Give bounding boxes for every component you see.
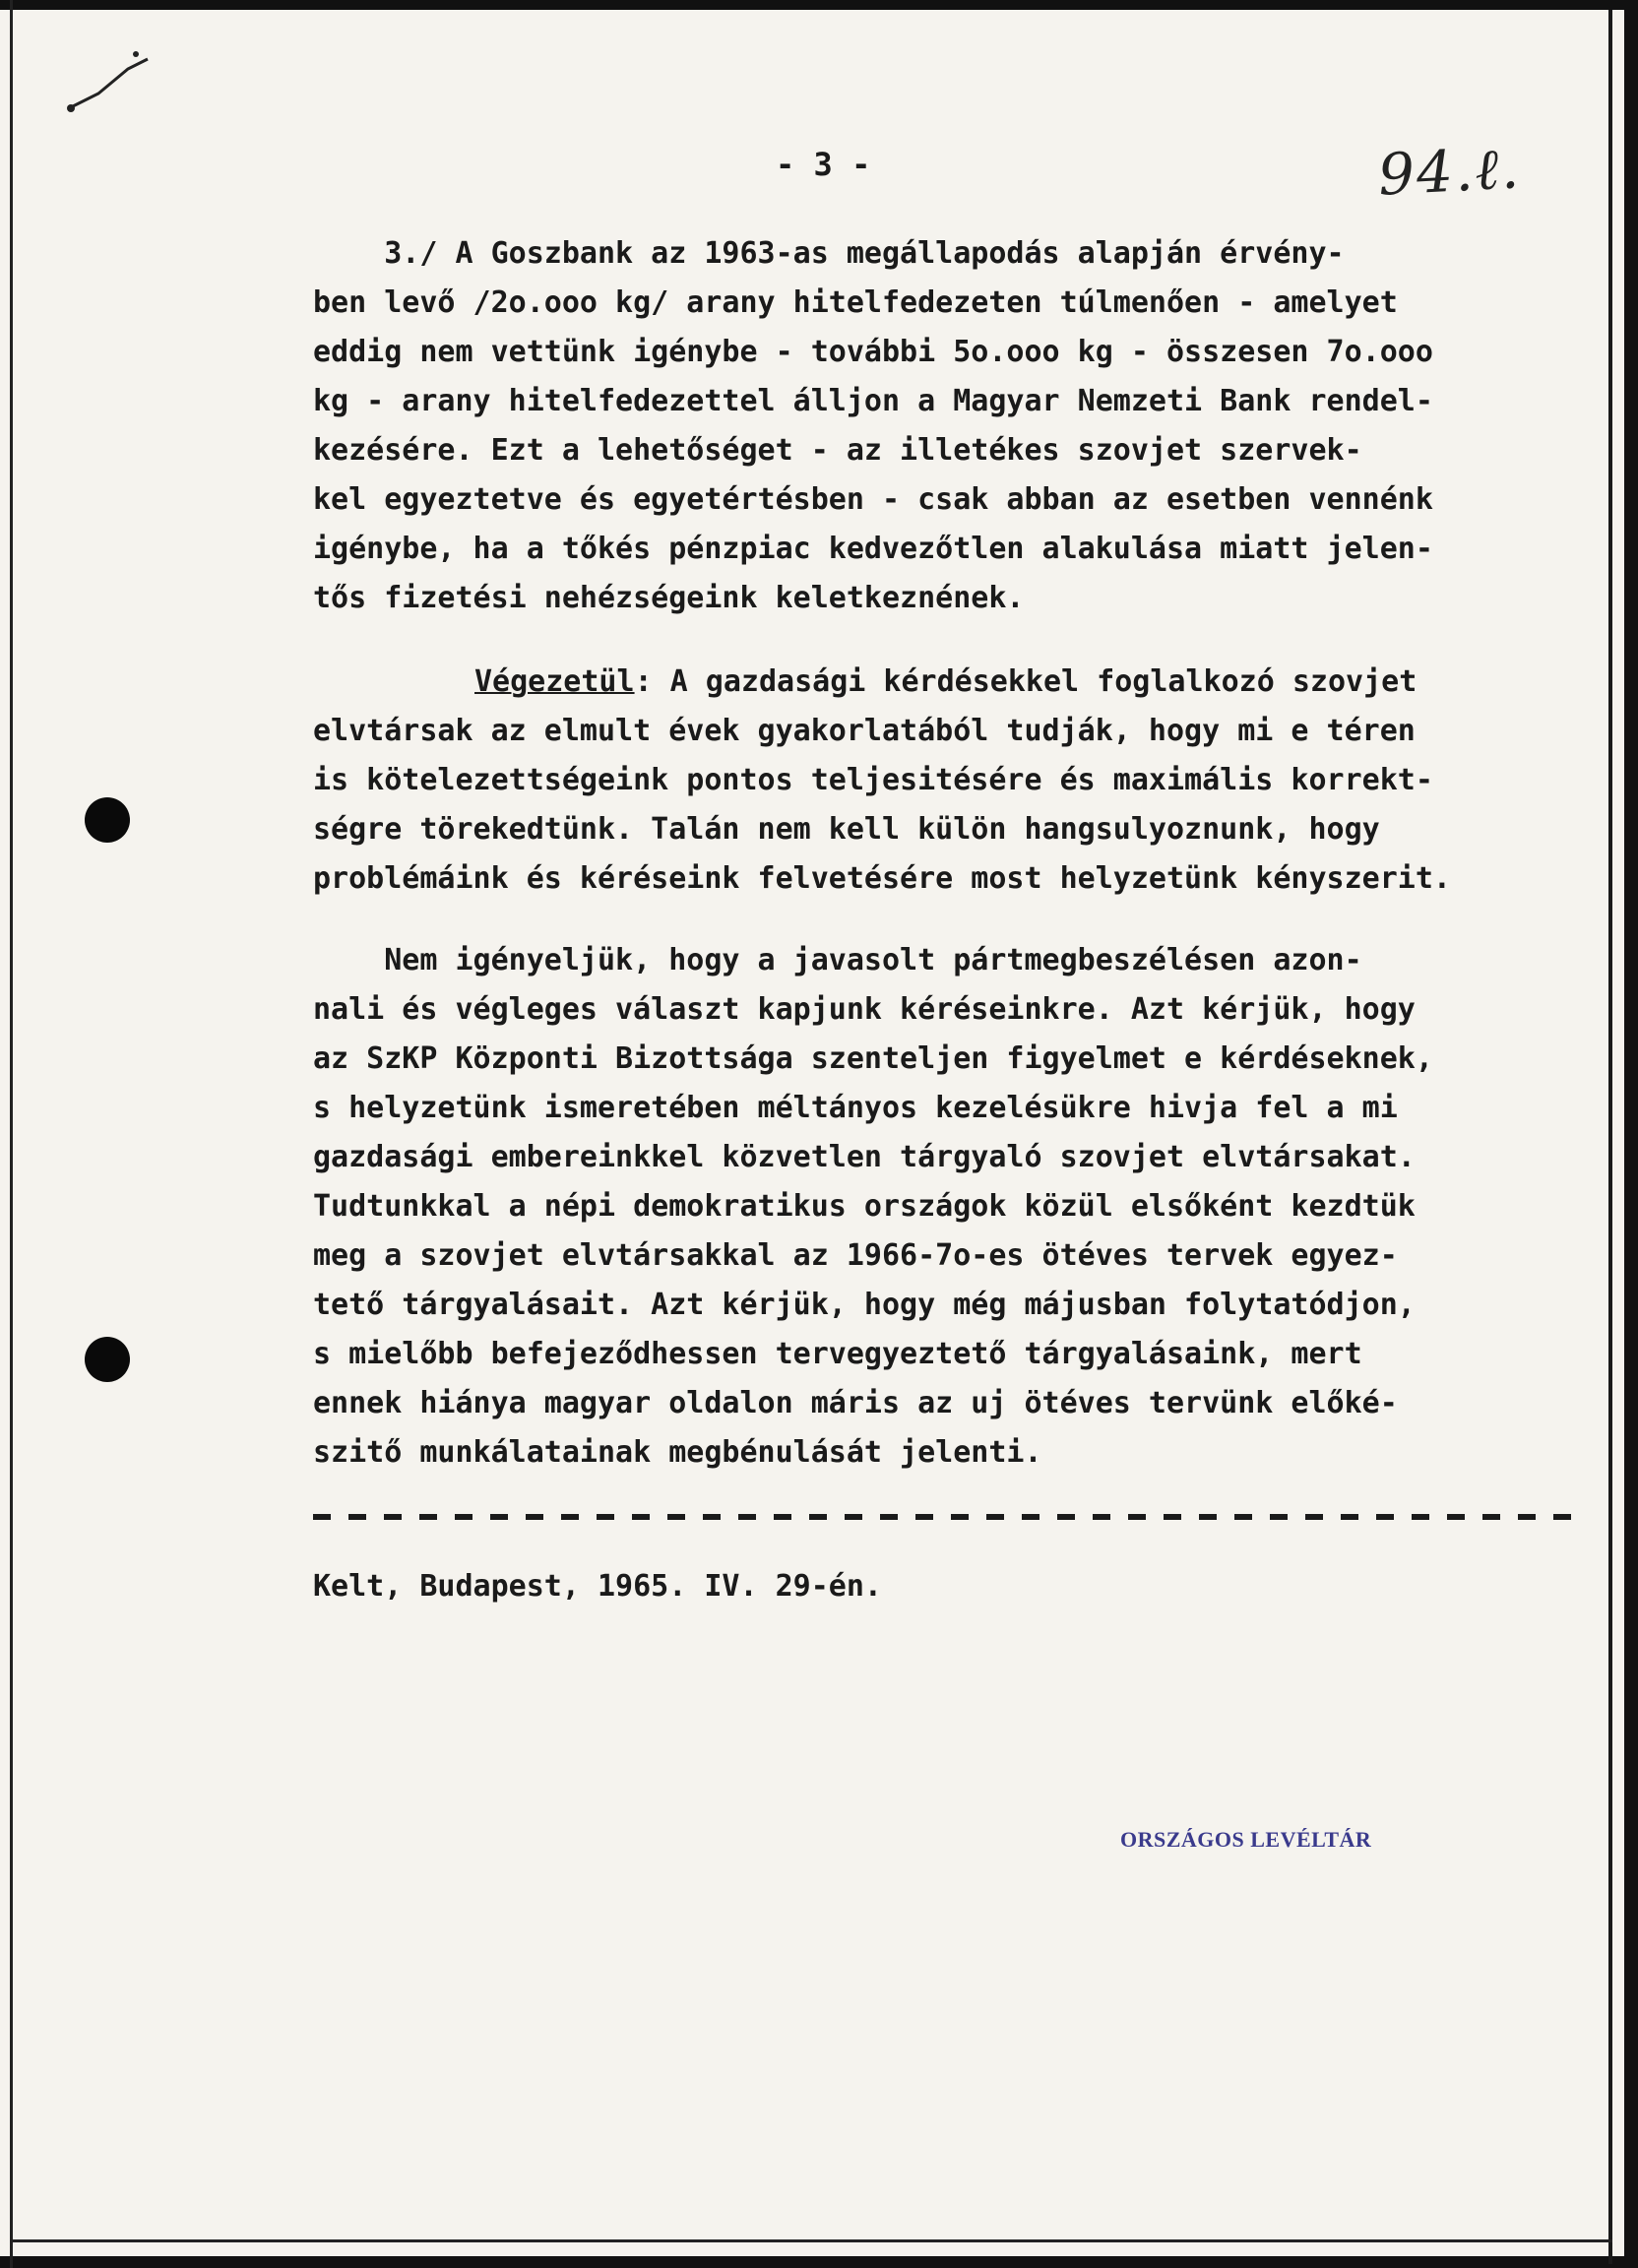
paragraph-3-line: Nem igényeljük, hogy a javasolt pártmegbeszélésen azon-	[313, 943, 1362, 977]
punch-hole-bottom	[85, 1337, 130, 1382]
paragraph-1-line: kel egyeztetve és egyetértésben - csak abban az esetben vennénk	[313, 482, 1433, 517]
paragraph-3-line: tető tárgyalásait. Azt kérjük, hogy még májusban folytatódjon,	[313, 1288, 1416, 1322]
paragraph-1-line: kg - arany hitelfedezettel álljon a Magyar Nemzeti Bank rendel-	[313, 384, 1433, 418]
paragraph-2-first-line	[474, 664, 1417, 699]
paragraph-1-line: ben levő /2o.ooo kg/ arany hitelfedezeten túlmenően - amelyet	[313, 285, 1398, 320]
paragraph-2-line: elvtársak az elmult évek gyakorlatából tudják, hogy mi e téren	[313, 714, 1416, 748]
paragraph-1-line: eddig nem vettünk igénybe - további 5o.ooo kg - összesen 7o.ooo	[313, 335, 1433, 369]
page-number: - 3 -	[776, 146, 871, 183]
paragraph-3-line: Tudtunkkal a népi demokratikus országok közül elsőként kezdtük	[313, 1189, 1416, 1224]
dashed-separator	[313, 1514, 1583, 1520]
paragraph-3-line: szitő munkálatainak megbénulását jelenti.	[313, 1435, 1042, 1470]
handwritten-folio-number: 94.ℓ.	[1376, 134, 1523, 209]
paragraph-1-line: igénybe, ha a tőkés pénzpiac kedvezőtlen alakulása miatt jelen-	[313, 532, 1433, 566]
corner-pencil-mark	[59, 39, 158, 128]
paragraph-3-line: az SzKP Központi Bizottsága szenteljen figyelmet e kérdéseknek,	[313, 1041, 1433, 1076]
paragraph-3-line: s mielőbb befejeződhessen tervegyeztető tárgyalásaink, mert	[313, 1337, 1362, 1371]
paragraph-3-line: meg a szovjet elvtársakkal az 1966-7o-es ötéves tervek egyez-	[313, 1238, 1398, 1273]
page-edge-bottom	[10, 2239, 1612, 2242]
date-line: Kelt, Budapest, 1965. IV. 29-én.	[313, 1569, 882, 1604]
paragraph-3-line: gazdasági embereinkkel közvetlen tárgyaló szovjet elvtársakat.	[313, 1140, 1416, 1174]
paragraph-2-line: : A gazdasági kérdésekkel foglalkozó szovjet	[634, 664, 1418, 699]
paragraph-1-line: kezésére. Ezt a lehetőséget - az illetékes szovjet szervek-	[313, 433, 1362, 468]
paragraph-2-line: problémáink és kéréseink felvetésére most helyzetünk kényszerit.	[313, 861, 1451, 896]
punch-hole-top	[85, 797, 130, 843]
paragraph-3-line: s helyzetünk ismeretében méltányos kezelésükre hivja fel a mi	[313, 1091, 1398, 1125]
paragraph-1-line: tős fizetési nehézségeink keletkeznének.	[313, 581, 1025, 615]
page-edge-left	[10, 0, 13, 2268]
paragraph-1-line: 3./ A Goszbank az 1963-as megállapodás alapján érvény-	[313, 236, 1345, 271]
page-edge-right	[1608, 10, 1612, 2264]
scan-border-right	[1624, 0, 1638, 2268]
paragraph-3-line: nali és végleges választ kapjunk kéréseinkre. Azt kérjük, hogy	[313, 992, 1416, 1027]
paragraph-2-line: ségre törekedtünk. Talán nem kell külön hangsulyoznunk, hogy	[313, 812, 1380, 847]
paragraph-2-label: Végezetül	[474, 664, 635, 699]
paragraph-3-line: ennek hiánya magyar oldalon máris az uj ötéves tervünk előké-	[313, 1386, 1398, 1420]
scan-border-bottom	[0, 2256, 1638, 2268]
archive-stamp: ORSZÁGOS LEVÉLTÁR	[1120, 1827, 1372, 1852]
paragraph-2-line: is kötelezettségeink pontos teljesitésére és maximális korrekt-	[313, 763, 1433, 797]
scan-border-top	[0, 0, 1638, 10]
